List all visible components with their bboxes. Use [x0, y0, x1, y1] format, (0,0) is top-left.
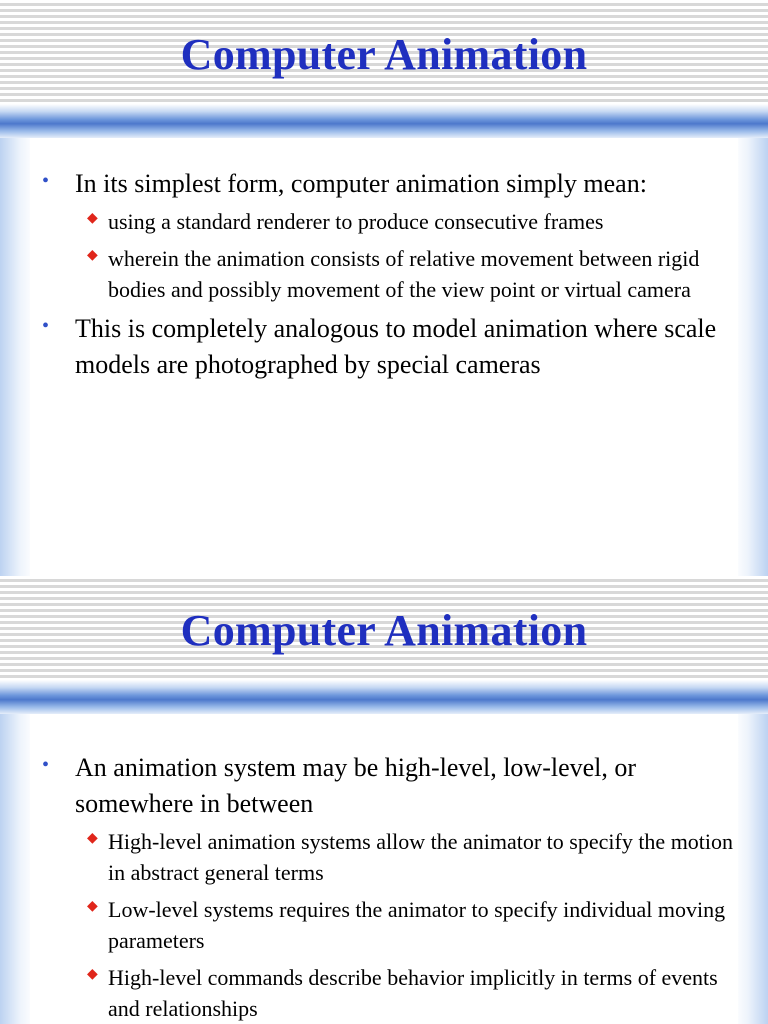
bullet-dot-icon: •: [42, 170, 50, 192]
bullet-dot-icon: •: [42, 315, 50, 337]
sub-bullet-text: High-level animation systems allow the animator to specify the motion in abstract general terms: [108, 829, 734, 885]
title-divider-bar: [0, 680, 768, 714]
right-gradient-border: [734, 714, 768, 1024]
bullet-list: [30, 166, 738, 383]
diamond-bullet-icon: ◆: [87, 248, 98, 263]
sub-bullet-item: [75, 894, 738, 956]
slide-2: [0, 576, 768, 1024]
bullet-item: [30, 750, 738, 1024]
sub-bullet-text: Low-level systems requires the animator to specify individual moving parameters: [108, 897, 726, 953]
slide-title: Computer Animation: [180, 606, 588, 655]
slide-content: [30, 138, 738, 576]
diamond-bullet-icon: ◆: [87, 899, 98, 914]
diamond-bullet-icon: ◆: [87, 831, 98, 846]
bullet-text: This is completely analogous to model animation where scale models are photographed by special cameras: [75, 314, 717, 379]
sub-bullet-text: wherein the animation consists of relative movement between rigid bodies and possibly movement of the view point or virtual camera: [108, 246, 700, 302]
bullet-text: In its simplest form, computer animation simply mean:: [75, 169, 647, 198]
bullet-dot-icon: •: [42, 754, 50, 776]
sub-bullet-list: [75, 206, 738, 305]
right-gradient-border: [734, 138, 768, 576]
title-divider-bar: [0, 104, 768, 138]
left-gradient-border: [0, 138, 34, 576]
sub-bullet-item: [75, 826, 738, 888]
sub-bullet-item: [75, 206, 738, 237]
bullet-text: An animation system may be high-level, low-level, or somewhere in between: [75, 753, 637, 818]
diamond-bullet-icon: ◆: [87, 967, 98, 982]
sub-bullet-text: High-level commands describe behavior implicitly in terms of events and relationships: [108, 965, 718, 1021]
sub-bullet-text: using a standard renderer to produce consecutive frames: [108, 209, 604, 234]
left-gradient-border: [0, 714, 34, 1024]
diamond-bullet-icon: ◆: [87, 211, 98, 226]
sub-bullet-item: [75, 243, 738, 305]
bullet-item: [30, 311, 738, 383]
bullet-list: [30, 750, 738, 1024]
slide-title: Computer Animation: [180, 30, 588, 79]
sub-bullet-list: [75, 826, 738, 1024]
bullet-item: [30, 166, 738, 305]
slide-content: [30, 714, 738, 1024]
sub-bullet-item: [75, 962, 738, 1024]
